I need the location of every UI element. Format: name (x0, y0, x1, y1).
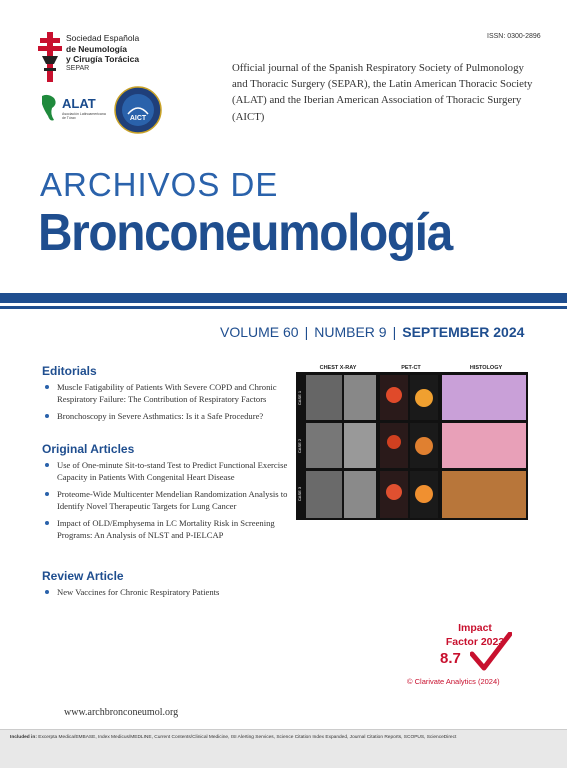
original-articles-heading: Original Articles (42, 442, 135, 456)
journal-url[interactable]: www.archbronconeumol.org (64, 707, 179, 718)
figure-col-petct: PET-CT (401, 365, 421, 371)
separ-line-2: de Neumología (66, 43, 127, 54)
issue-info: VOLUME 60 | NUMBER 9 | SEPTEMBER 2024 (220, 324, 525, 340)
official-journal-text: Official journal of the Spanish Respiratory Society of Pulmonology and Thoracic Surgery (SEPAR), the Latin American Thoracic Society (ALAT) and the Iberian American Association of Thoracic Surgery (AICT) (232, 62, 533, 123)
figure-row-case-1: CASE 1 (297, 390, 302, 406)
issn: ISSN: 0300-2896 (487, 33, 541, 40)
divider-bar-thin (0, 306, 567, 309)
impact-factor-value: 8.7 (440, 650, 461, 667)
histology-images (442, 375, 526, 518)
separ-line-1: Sociedad Española (66, 33, 140, 43)
impact-source: © Clarivate Analytics (2024) (407, 677, 500, 686)
separ-logo-icon (38, 32, 62, 82)
aict-seal-icon (114, 86, 162, 134)
review-article-heading: Review Article (42, 569, 124, 583)
checkmark-icon (470, 632, 512, 672)
xray-images (306, 375, 376, 518)
impact-label-2: Factor 2023 (445, 635, 505, 648)
review-article-section (42, 569, 292, 605)
list-item: Use of One-minute Sit-to-stand Test to Predict Functional Exercise Capacity in Patients With Congenital Heart Disease (42, 460, 292, 483)
figure-col-xray: CHEST X-RAY (319, 365, 357, 371)
divider-bar (0, 293, 567, 303)
list-item: Muscle Fatigability of Patients With Severe COPD and Chronic Respiratory Failure: The Contribution of Respiratory Factors (42, 382, 292, 405)
alat-subtitle: Asociación Latinoamericana de Tórax (62, 112, 106, 121)
journal-title-line-2: Bronconeumología (38, 204, 452, 262)
included-label: Included in: (10, 735, 37, 740)
indexing-info (10, 735, 560, 741)
impact-label-1: Impact (458, 622, 492, 634)
cover-figure (296, 360, 528, 520)
journal-title-line-1: ARCHIVOS DE (40, 166, 279, 203)
number: NUMBER 9 (314, 324, 387, 340)
separ-abbr: SEPAR (66, 64, 90, 72)
separ-society-name (66, 33, 139, 74)
original-articles-section (42, 442, 292, 548)
list-item: Impact of OLD/Emphysema in LC Mortality Risk in Screening Programs: An Analysis of NLST and P-IELCAP (42, 518, 292, 541)
list-item: Bronchoscopy in Severe Asthmatics: Is it a Safe Procedure? (42, 411, 292, 423)
issue-date: SEPTEMBER 2024 (402, 324, 525, 340)
volume: VOLUME 60 (220, 324, 299, 340)
figure-row-case-2: CASE 2 (297, 438, 302, 454)
editorials-heading: Editorials (42, 364, 97, 378)
included-text: Excerpta Medica/EMBASE, Index Medicus/MEDLINE, Current Contents/Clinical Medicine, ISI Alerting Services, Science Citation Index Expanded, Journal Citation Reports, SCOPUS, ScienceDirect (38, 735, 457, 740)
figure-col-histology: HISTOLOGY (469, 365, 503, 371)
editorials-section (42, 364, 292, 429)
alat-name: ALAT (62, 96, 96, 111)
figure-row-case-3: CASE 3 (297, 486, 302, 502)
aict-name: AICT (129, 115, 147, 122)
list-item: Proteome-Wide Multicenter Mendelian Randomization Analysis to Identify Novel Therapeutic Targets for Lung Cancer (42, 489, 292, 512)
list-item: New Vaccines for Chronic Respiratory Patients (42, 587, 292, 599)
separ-line-3: y Cirugía Torácica (66, 54, 140, 65)
